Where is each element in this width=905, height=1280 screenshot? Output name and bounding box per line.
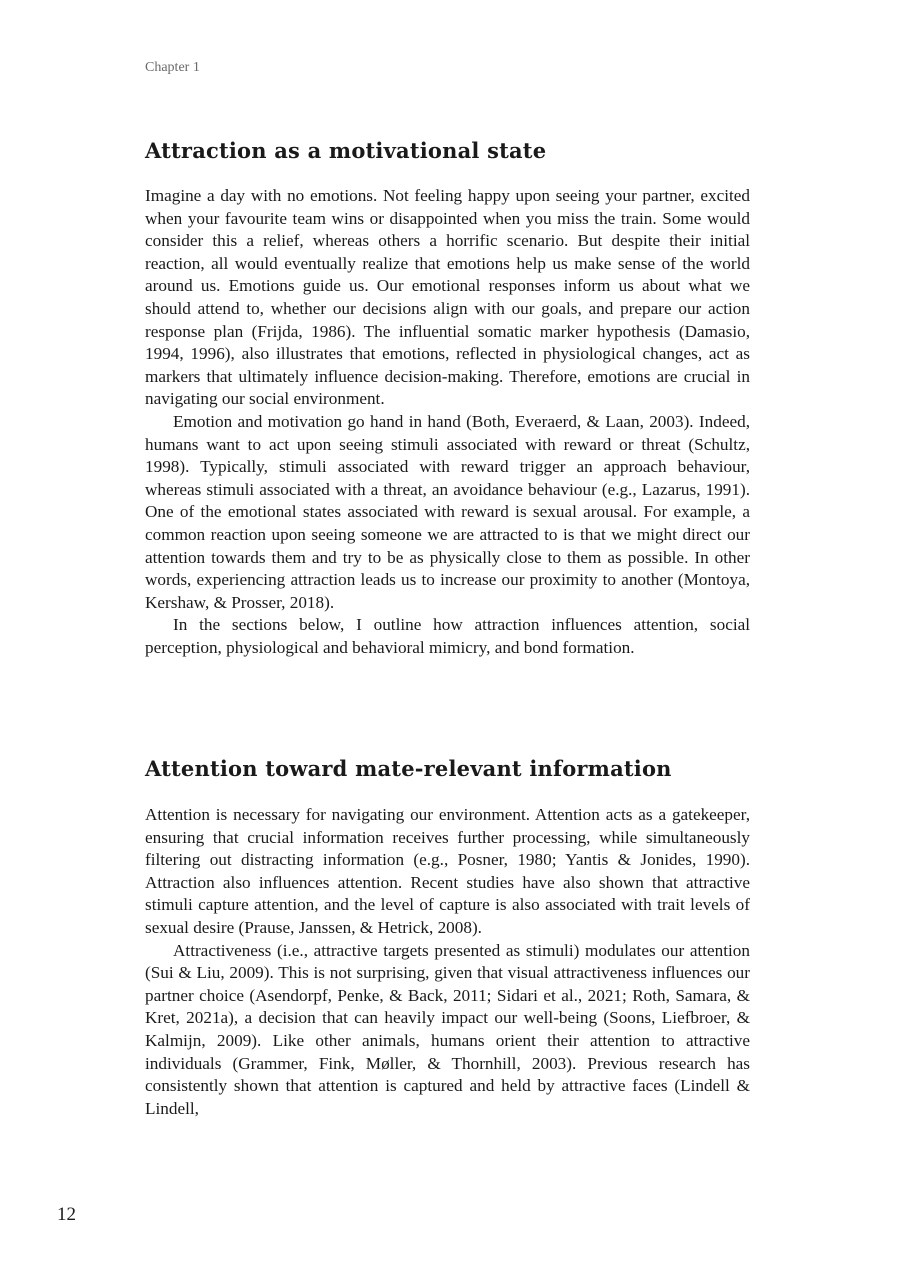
paragraph: In the sections below, I outline how attraction influences attention, social perception, physiological and behavioral mimicry, and bond formation. [145, 615, 750, 657]
page-number: 12 [57, 1204, 76, 1225]
section-body [145, 804, 750, 1120]
paragraph: Attractiveness (i.e., attractive targets presented as stimuli) modulates our attention (Sui & Liu, 2009). This is not surprising, given that visual attractiveness influences our partner choice (Asendorpf, Penke, & Back, 2011; Sidari et al., 2021; Roth, Samara, & Kret, 2021a), a decision that can heavily impact our well-being (Soons, Liefbroer, & Kalmijn, 2009). Like other animals, humans orient their attention to attractive individuals (Grammer, Fink, Møller, & Thornhill, 2003). Previous research has consistently shown that attention is captured and held by attractive faces (Lindell & Lindell, [145, 940, 750, 1118]
section-body [145, 185, 750, 659]
paragraph: Emotion and motivation go hand in hand (Both, Everaerd, & Laan, 2003). Indeed, humans want to act upon seeing stimuli associated with reward or threat (Schultz, 1998). Typically, stimuli associated with reward trigger an approach behaviour, whereas stimuli associated with a threat, an avoidance behaviour (e.g., Lazarus, 1991). One of the emotional states associated with reward is sexual arousal. For example, a common reaction upon seeing someone we are attracted to is that we might direct our attention towards them and try to be as physically close to them as possible. In other words, experiencing attraction leads us to increase our proximity to another (Montoya, Kershaw, & Prosser, 2018). [145, 411, 750, 612]
paragraph: Imagine a day with no emotions. Not feeling happy upon seeing your partner, excited when your favourite team wins or disappointed when you miss the train. Some would consider this a relief, whereas others a horrific scenario. But despite their initial reaction, all would eventually realize that emotions help us make sense of the world around us. Emotions guide us. Our emotional responses inform us about what we should attend to, whether our decisions align with our goals, and prepare our action response plan (Frijda, 1986). The influential somatic marker hypothesis (Damasio, 1994, 1996), also illustrates that emotions, reflected in physiological changes, act as markers that ultimately influence decision-making. Therefore, emotions are crucial in navigating our social environment. [145, 186, 750, 409]
running-head: Chapter 1 [145, 60, 200, 75]
paragraph: Attention is necessary for navigating our environment. Attention acts as a gatekeeper, ensuring that crucial information receives further processing, while simultaneously filtering out distracting information (e.g., Posner, 1980; Yantis & Jonides, 1990). Attraction also influences attention. Recent studies have also shown that attractive stimuli capture attention, and the level of capture is also associated with trait levels of sexual desire (Prause, Janssen, & Hetrick, 2008). [145, 805, 750, 937]
section-heading: Attention toward mate-relevant information [145, 756, 672, 781]
section-heading: Attraction as a motivational state [145, 138, 547, 163]
